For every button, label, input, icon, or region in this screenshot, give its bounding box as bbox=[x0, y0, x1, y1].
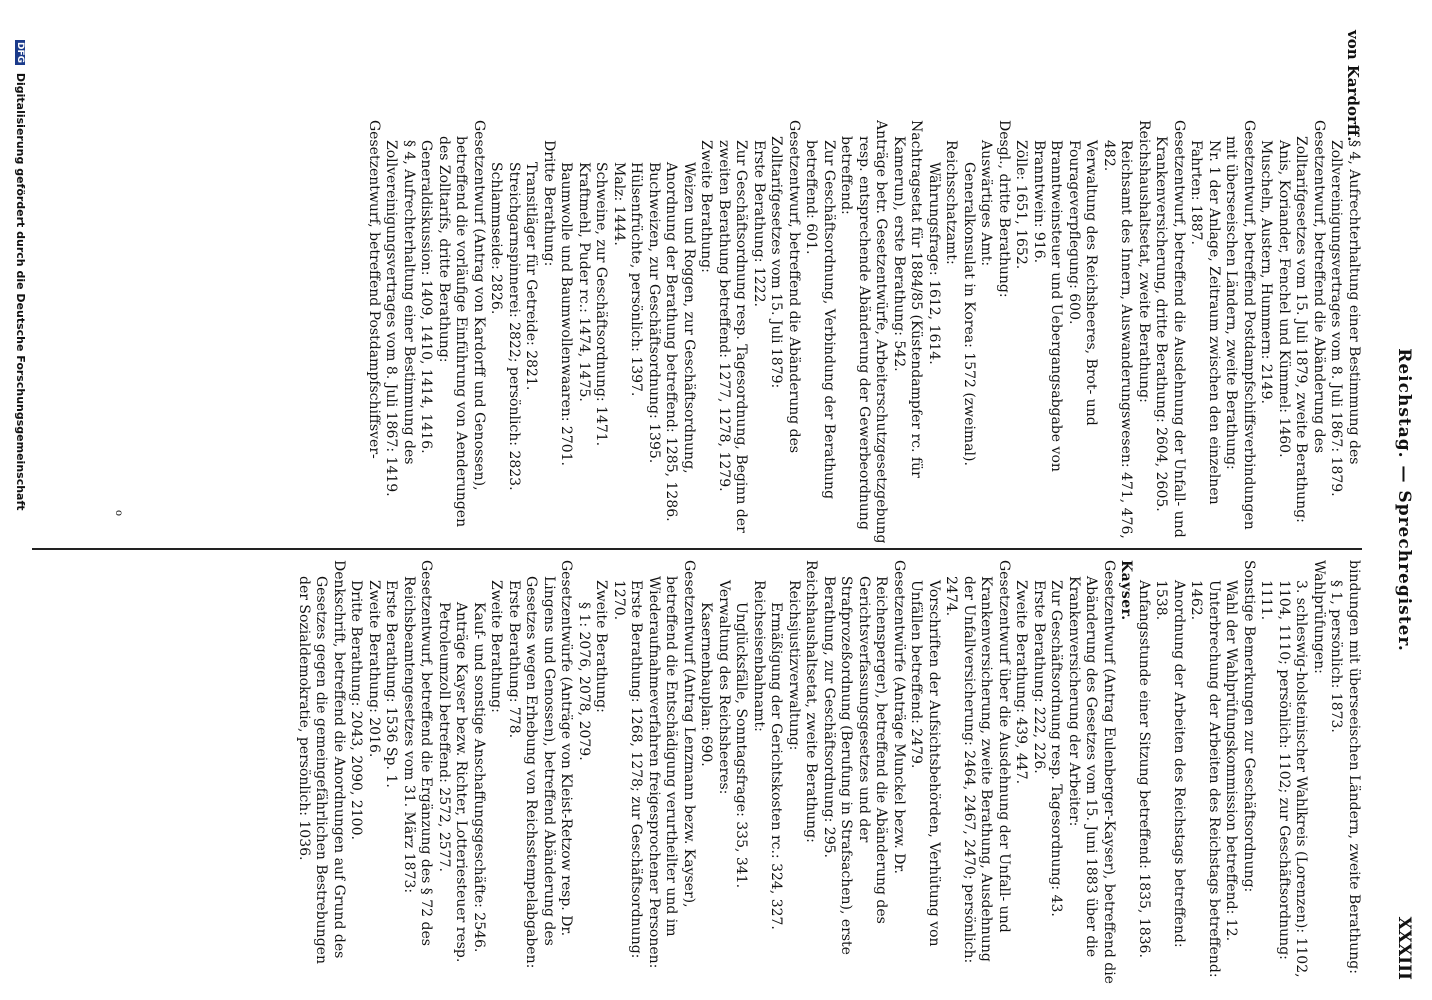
register-entry: Nr. 1 der Anlage, Zeitraum zwischen den einzelnen Fahrten: 1887. bbox=[1188, 140, 1222, 505]
page-number: XXXIII bbox=[1394, 916, 1414, 980]
margin-mark: o bbox=[113, 510, 124, 517]
register-entry: Gesetzentwurf, betreffend die Ergänzung des § 72 des Reichsbeamtengesetzes vom 31. März 1873: bbox=[401, 560, 435, 946]
register-entry: Zweite Berathung: bbox=[593, 580, 610, 713]
register-entry: Muscheln, Austern, Hummern: 2149. bbox=[1258, 140, 1275, 404]
register-entry: Vorschriften der Aufsichtsbehörden, Verhütung von Unfällen betreffend: 2479. bbox=[908, 580, 942, 947]
register-entry: Gesetzentwürfe (Anträge Munckel bezw. Dr. Reichensperger), betreffend die Abänderung des Gerichtsverfassungsgesetzes und der Strafprozeßordnung (Berufung in Strafsachen), erste Berathung, zur Geschäftsordnung: 295. bbox=[821, 560, 907, 955]
register-entry: Reichsschatzamt: bbox=[943, 140, 960, 265]
register-entry: Anträge betr. Gesetzentwürfe, Arbeiterschutzgesetzgebung resp. entsprechende Abänderung der Gewerbeordnung betreffend: bbox=[838, 120, 890, 544]
left-column bbox=[22, 120, 1362, 545]
speaker-name-heading: von Kardorff. bbox=[1344, 30, 1362, 142]
register-entry: Auswärtiges Amt: bbox=[978, 140, 995, 267]
register-entry: Erste Berathung: 1268, 1278; zur Geschäftsordnung: 1270. bbox=[611, 580, 645, 959]
register-entry: Zur Geschäftsordnung resp. Tagesordnung: 43. bbox=[1048, 580, 1065, 917]
register-entry: Weizen und Roggen, zur Geschäftsordnung, Anordnung der Berathung betreffend: 1285, 1286. bbox=[663, 162, 697, 522]
register-entry: Reichshaushaltsetat, zweite Berathung: bbox=[803, 560, 820, 843]
register-entry: 3. schleswig-holsteinischer Wahlkreis (Lorenzen): 1102, 1104, 1110; persönlich: 1102; zur Geschäftsordnung: 1111. bbox=[1258, 580, 1310, 978]
register-entry: Unglücksfälle, Sonntagsfrage: 335, 341. bbox=[733, 602, 750, 889]
register-entry: Baumwolle und Baumwollenwaaren: 2701. bbox=[558, 162, 575, 466]
register-entry: Erste Berathung: 1222. bbox=[751, 140, 767, 307]
register-entry: Buchweizen, zur Geschäftsordnung: 1395. bbox=[646, 162, 662, 464]
register-entry: Reichseisenbahnamt: bbox=[751, 580, 767, 732]
register-entry: Streichgarnspinnerei: 2822; persönlich: 2823. bbox=[506, 162, 522, 491]
register-entry: Anfangsstunde einer Sitzung betreffend: 1835, 1836. bbox=[1136, 580, 1152, 958]
register-entry: Generaldiskussion: 1409, 1410, 1414, 1416. bbox=[418, 140, 435, 454]
register-entry: Branntweinsteuer und Uebergangsabgabe von Branntwein: 916. bbox=[1031, 140, 1065, 472]
register-entry: Dritte Berathung: 2043, 2090, 2100. bbox=[348, 580, 365, 840]
register-entry: Transitläger für Getreide: 2821. bbox=[523, 162, 540, 391]
register-entry: Gesetzentwurf über die Ausdehnung der Unfall- und Krankenversicherung, zweite Berathung, Ausdehnung der Unfallversicherung: 2464, 2467, 2470; persönlich: 2474. bbox=[943, 560, 1012, 964]
register-entry: Nachtragsetat für 1884/85 (Küstendampfer rc. für Kamerun), erste Berathung: 542. bbox=[891, 120, 925, 478]
register-entry: Dritte Berathung: bbox=[541, 140, 557, 267]
register-entry: Erste Berathung: 222, 226. bbox=[1031, 580, 1047, 774]
register-entry: Währungsfrage: 1612, 1614. bbox=[926, 162, 942, 365]
register-entry: Hülsenfrüchte, persönlich: 1397. bbox=[628, 162, 645, 397]
register-entry: Wahl der Wahlprüfungskommission betreffend: 12. bbox=[1223, 580, 1240, 942]
register-entry: Kasernenbauplan: 690. bbox=[698, 602, 715, 767]
register-entry: Gesetzentwurf (Antrag von Kardorff und Genossen), betreffend die vorläufige Einführung von Aenderungen des Zolltarifs, dritte Berathung: bbox=[436, 120, 487, 528]
register-entry: Verwaltung des Reichsheeres: bbox=[716, 580, 732, 795]
register-entry: Gesetzentwurf (Antrag Lenzmann bezw. Kayser), betreffend die Entschädigung verurtheilter und im Wiederaufnahmeverfahren freigesprochener Personen: bbox=[646, 560, 697, 969]
register-entry: § 1: 2076, 2078, 2079. bbox=[576, 602, 592, 761]
register-entry: Schlammseide: 2826. bbox=[488, 162, 505, 315]
register-entry: Verwaltung des Reichsheeres, Brot- und Fourageverpflegung: 600. bbox=[1066, 140, 1100, 426]
register-entry: § 4, Aufrechterhaltung einer Bestimmung des Zollvereinigungsvertrages vom 8. Juli 1867: 1419. bbox=[383, 140, 417, 497]
register-entry: Denkschrift, betreffend die Anordnungen auf Grund des Gesetzes gegen die gemeingefährlichen Bestrebungen der Sozialdemokratie, persönlich: 1036. bbox=[296, 560, 347, 964]
register-entry: Zur Geschäftsordnung resp. Tagesordnung, Beginn der zweiten Berathung betreffend: 1277, 1278, 1279. bbox=[716, 140, 750, 533]
register-entry: Gesetzentwurf, betreffend Postdampfschiffsver- bbox=[366, 120, 382, 459]
register-entry: Gesetzentwurf, betreffend Postdampfschiffsverbindungen mit überseeischen Ländern, zweite Berathung: bbox=[1223, 120, 1257, 530]
page-header bbox=[1388, 20, 1414, 980]
register-entry: Schweine, zur Geschäftsordnung: 1471. bbox=[593, 162, 610, 447]
register-entry: Reichsamt des Innern, Auswanderungswesen: 471, 476, 482. bbox=[1101, 140, 1135, 539]
register-entry: Sonstige Bemerkungen zur Geschäftsordnung: bbox=[1241, 560, 1257, 893]
register-entry: Kauf- und sonstige Anschaffungsgeschäfte: 2546. bbox=[471, 602, 487, 953]
register-entry: Gesetzentwurf, betreffend die Abänderung des Zolltarifgesetzes vom 15. Juli 1879: bbox=[768, 120, 802, 454]
digitization-credit-text: Digitalisierung gefördert durch die Deutsche Forschungsgemeinschaft bbox=[14, 72, 27, 511]
register-entry: Anordnung der Arbeiten des Reichstags betreffend: 1538. bbox=[1153, 580, 1187, 948]
register-entry: Gesetzentwürfe (Anträge von Kleist-Retzow resp. Dr. Lingens und Genossen), betreffend Abänderung des Gesetzes wegen Erhebung von Reichsstempelabgaben: bbox=[523, 560, 575, 969]
register-entry: Zweite Berathung: 2016. bbox=[366, 580, 382, 758]
register-entry: Zölle: 1651, 1652. bbox=[1013, 140, 1030, 270]
running-title: Reichstag. — Sprechregister. bbox=[1394, 348, 1414, 652]
register-entry: Gesetzentwurf (Antrag Eulenberger-Kayser), betreffend die Abänderung des Gesetzes vom 15. Juni 1883 über die Krankenversicherung der Arbeiter: bbox=[1066, 560, 1117, 984]
register-entry: Kraftmehl, Puder rc.: 1474, 1475. bbox=[576, 162, 592, 402]
speaker-heading: Kayser. bbox=[1118, 560, 1135, 621]
dfg-logo-icon: DFG bbox=[15, 42, 25, 64]
register-entry: Desgl., dritte Berathung: bbox=[996, 120, 1012, 298]
register-entry: bindungen mit überseeischen Ländern, zweite Berathung: bbox=[1346, 560, 1362, 974]
register-entry: Erste Berathung: 778. bbox=[506, 580, 522, 739]
register-entry: Erste Berathung: 1536 Sp. 1. bbox=[383, 580, 400, 788]
register-entry: Gesetzentwurf, betreffend die Ausdehnung der Unfall- und Krankenversicherung, dritte Berathung: 2604, 2605. bbox=[1153, 120, 1187, 538]
register-entry: Malz: 1444. bbox=[611, 162, 627, 246]
column-divider bbox=[32, 548, 1362, 550]
register-entry: § 1, persönlich: 1873. bbox=[1328, 580, 1345, 733]
register-entry: Reichsjustizverwaltung: bbox=[786, 580, 802, 751]
register-entry: Generalkonsulat in Korea: 1572 (zweimal). bbox=[961, 162, 977, 466]
register-entry: Wahlprüfungen: bbox=[1311, 560, 1327, 674]
register-entry: Zweite Berathung: bbox=[488, 580, 505, 713]
register-entry: Gesetzentwurf, betreffend die Abänderung des Zolltarifgesetzes vom 15. Juli 1879, zweite Berathung: bbox=[1293, 120, 1327, 523]
right-column bbox=[22, 560, 1362, 985]
register-entry: Anis, Koriander, Fenchel und Kümmel: 1460. bbox=[1276, 140, 1292, 458]
digitization-credit bbox=[14, 40, 27, 940]
register-entry: Reichshaushaltsetat, zweite Berathung: bbox=[1136, 120, 1152, 403]
register-entry: Zur Geschäftsordnung, Verbindung der Berathung betreffend: 601. bbox=[803, 140, 837, 500]
register-entry: Unterbrechung der Arbeiten des Reichstags betreffend: 1462. bbox=[1188, 580, 1222, 978]
register-entry: Anträge Kayser bezw. Richter, Lotteriesteuer resp. Petroleumzoll betreffend: 2572, 2577. bbox=[436, 602, 470, 963]
register-entry: Ermäßigung der Gerichtskosten rc.: 324, 327. bbox=[768, 602, 785, 930]
register-entry: Zweite Berathung: bbox=[698, 140, 715, 273]
register-entry: § 4, Aufrechterhaltung einer Bestimmung des Zollvereinigungsvertrages vom 8. Juli 1867: 1879. bbox=[1328, 140, 1362, 497]
register-entry: Zweite Berathung: 439, 447. bbox=[1013, 580, 1030, 785]
